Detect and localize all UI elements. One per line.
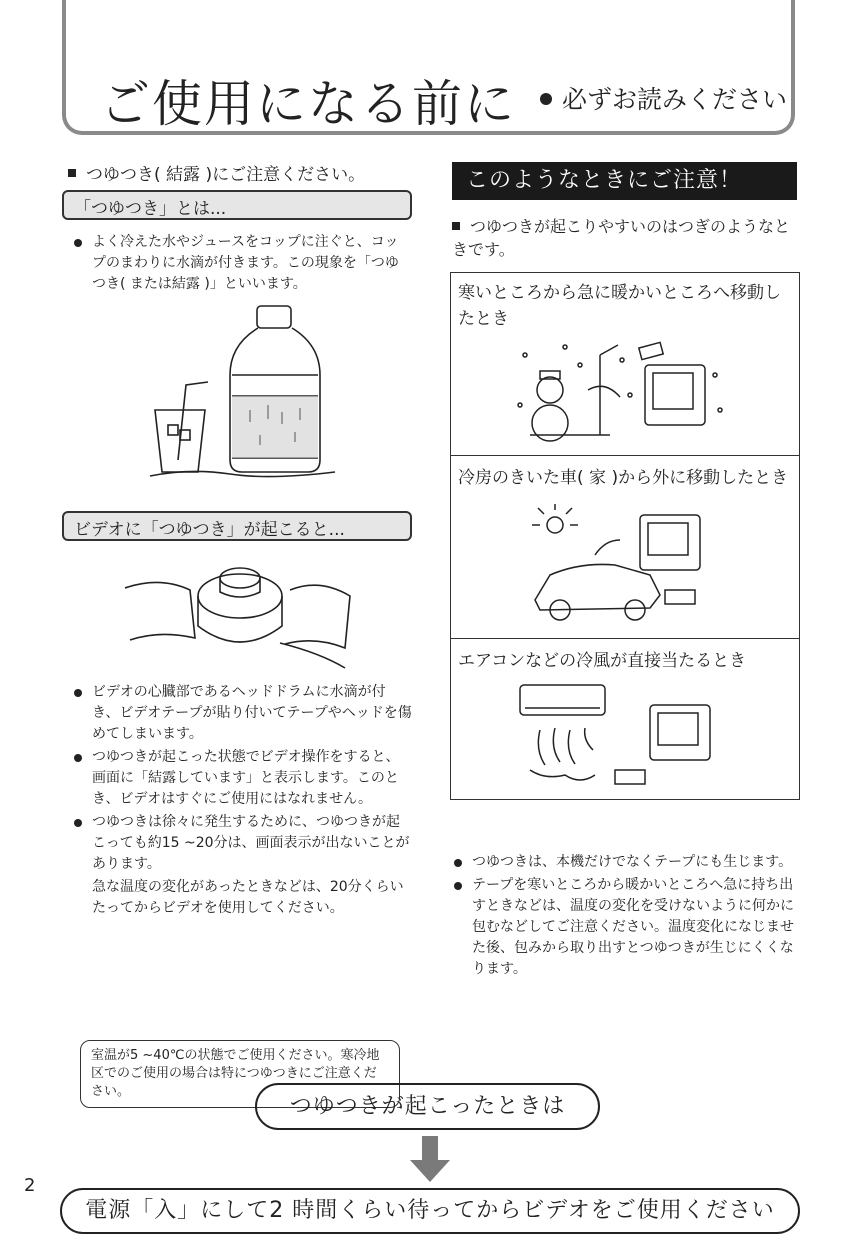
- condensation-heading: [68, 160, 365, 185]
- scenario-cold-to-warm: 寒いところから急に暖かいところへ移動したとき: [458, 283, 781, 329]
- what-is-bullet: よく冷えた水やジュースをコップに注ぐと、コップのまわりに水滴が付きます。この現象を「つゆつき( または結露 )」といいます。: [72, 232, 412, 295]
- effect-bullet-3-extra: 急な温度の変化があったときなどは、20分くらいたってからビデオを使用してください。: [92, 879, 404, 916]
- bottle-glass-illustration: [150, 300, 340, 490]
- arrow-down-icon: [410, 1136, 450, 1184]
- page-title: ご使用になる前に: [100, 75, 516, 133]
- car-tv-illustration: [520, 500, 740, 630]
- snowman-tv-illustration: [510, 335, 740, 450]
- tape-bullet-1: つゆつきは、本機だけでなくテープにも生じます。: [452, 852, 797, 873]
- subtitle-text: 必ずお読みください: [562, 85, 788, 114]
- scenario-car-to-outside: 冷房のきいた車( 家 )から外に移動したとき: [458, 468, 789, 488]
- section-what-is-label: 「つゆつき」とは...: [62, 190, 412, 220]
- caution-banner: このようなときにご注意！: [452, 162, 797, 200]
- aircon-tv-illustration: [515, 680, 745, 795]
- page-subtitle: [540, 80, 787, 116]
- temperature-note: 室温が5 ~40℃の状態でご使用ください。寒冷地区でのご使用の場合は特につゆつきにご注意ください。: [80, 1040, 400, 1108]
- scenario-divider-1: [450, 455, 800, 456]
- effect-bullet-2: つゆつきが起こった状態でビデオ操作をすると、画面に「結露しています」と表示します。このとき、ビデオはすぐにご使用にはなれません。: [72, 747, 412, 810]
- page-number: 2: [24, 1175, 36, 1196]
- caution-intro-text: つゆつきが起こりやすいのはつぎのようなときです。: [452, 217, 791, 259]
- tape-caution-list: [452, 852, 797, 982]
- tape-bullet-2: テープを寒いところから暖かいところへ急に持ち出すときなどは、温度の変化を受けないように何かに包むなどしてご注意ください。温度変化になじませた後、包みから取り出すとつゆつきが生じにくくなります。: [452, 875, 797, 980]
- scenario-divider-2: [450, 638, 800, 639]
- condensation-heading-text: つゆつき( 結露 )にご注意ください。: [86, 165, 366, 185]
- flow-step-when-condensed: つゆつきが起こったときは: [255, 1083, 600, 1130]
- caution-intro: [452, 215, 802, 261]
- video-effects-list: [72, 682, 412, 919]
- flow-step-power-on: 電源「入」にして2 時間くらい待ってからビデオをご使用ください: [60, 1188, 800, 1234]
- square-bullet-icon: [68, 169, 76, 177]
- head-drum-illustration: [120, 548, 360, 673]
- effect-bullet-3: つゆつきは徐々に発生するために、つゆつきが起こっても約15 ~20分は、画面表示が出ないことがあります。: [72, 812, 412, 875]
- effect-bullet-1: ビデオの心臓部であるヘッドドラムに水滴が付き、ビデオテープが貼り付いてテープやヘッドを傷めてしまいます。: [72, 682, 412, 745]
- square-bullet-icon: [452, 222, 460, 230]
- scenario-aircon: エアコンなどの冷風が直接当たるとき: [458, 651, 747, 671]
- section-video-label: ビデオに「つゆつき」が起こると...: [62, 511, 412, 541]
- bullet-icon: [540, 93, 552, 105]
- section-what-is-body: [72, 232, 412, 297]
